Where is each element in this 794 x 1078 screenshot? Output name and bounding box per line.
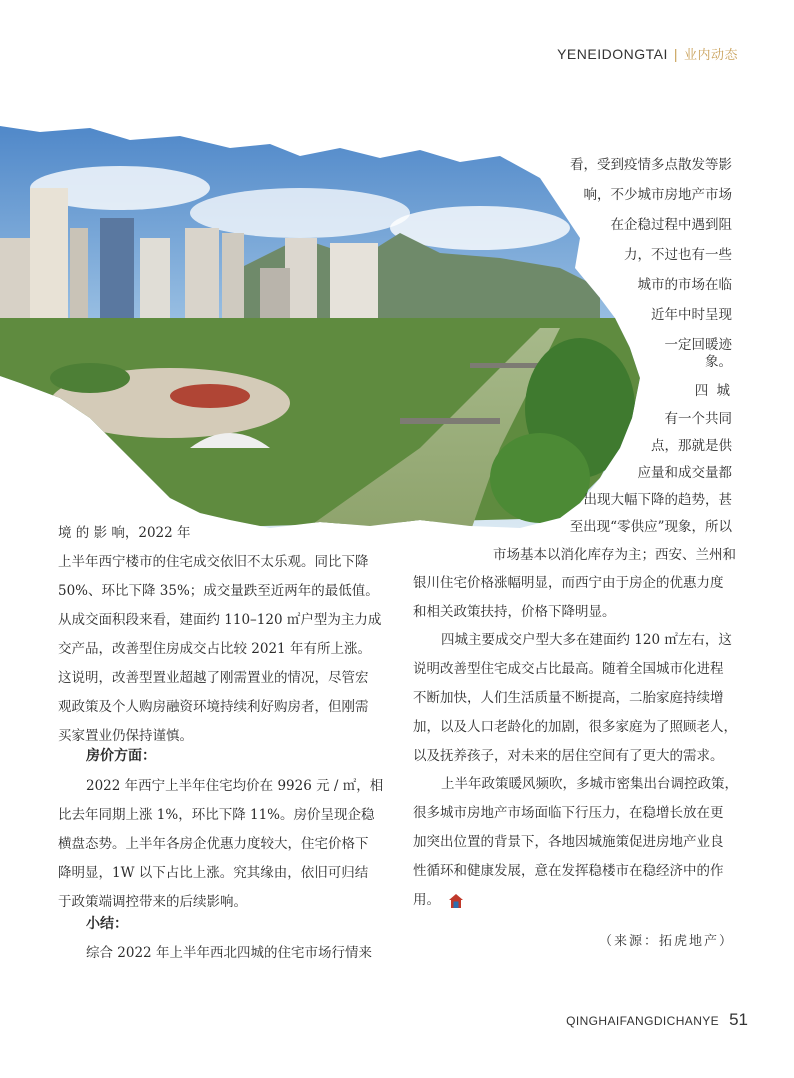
- text-line: 比去年同期上涨 1%，环比下降 11%。房价呈现企稳: [58, 807, 375, 823]
- page-number: 51: [729, 1010, 748, 1029]
- text-line: 点，那就是供: [651, 438, 732, 454]
- text-line: 至出现“零供应”现象，所以: [569, 519, 732, 535]
- source-credit: （来源：拓虎地产）: [598, 934, 734, 949]
- text-line: 50%、环比下降 35%；成交量跌至近两年的最低值。: [58, 583, 379, 599]
- price-heading: 房价方面：: [86, 748, 156, 764]
- text-line: 这说明，改善型置业超越了刚需置业的情况，尽管宏: [58, 670, 369, 686]
- header-section-en: YENEIDONGTAI: [557, 45, 668, 62]
- summary-heading: 小结：: [86, 916, 128, 932]
- header-separator: |: [673, 45, 678, 62]
- text-line: 观政策及个人购房融资环境持续利好购房者，但刚需: [58, 699, 369, 715]
- text-line: 近年中时呈现: [651, 307, 732, 323]
- text-line: 银川住宅价格涨幅明显，而西宁由于房企的优惠力度: [413, 575, 724, 591]
- city-photo: [0, 118, 645, 533]
- text-line: 上半年西宁楼市的住宅成交依旧不太乐观。同比下降: [58, 554, 369, 570]
- text-line: 城市的市场在临: [637, 277, 732, 293]
- text-line: 加，以及人口老龄化的加剧，很多家庭为了照顾老人，: [413, 719, 737, 735]
- text-line: 降明显，1W 以下占比上涨。究其缘由，依旧可归结: [58, 865, 369, 881]
- page-footer: [566, 1010, 748, 1030]
- city-photo-illustration: [0, 118, 645, 533]
- text-line: 象。: [705, 354, 732, 370]
- magazine-name: QINGHAIFANGDICHANYE: [566, 1014, 720, 1028]
- text-line: 应量和成交量都: [637, 465, 732, 481]
- house-icon: [448, 893, 464, 909]
- text-line: 2022 年西宁上半年住宅均价在 9926 元 / ㎡，相: [86, 778, 384, 794]
- text-line: 交产品，改善型住房成交占比较 2021 年有所上涨。: [58, 641, 371, 657]
- text-line: 上半年政策暖风频吹，多城市密集出台调控政策，: [441, 776, 738, 792]
- header-section-cn: 业内动态: [683, 48, 738, 63]
- text-line-end-text: 用。: [413, 892, 440, 908]
- running-header: [557, 44, 738, 63]
- text-line: 加突出位置的背景下，各地因城施策促进房地产业良: [413, 834, 724, 850]
- text-line: 买家置业仍保持谨慎。: [58, 728, 193, 744]
- text-line: 响，不少城市房地产市场: [583, 187, 732, 203]
- text-line: 以及抚养孩子，对未来的居住空间有了更大的需求。: [413, 748, 724, 764]
- text-line: 不断加快，人们生活质量不断提高，二胎家庭持续增: [413, 690, 724, 706]
- text-line: 看，受到疫情多点散发等影: [570, 157, 732, 173]
- text-line: 有一个共同: [664, 411, 732, 427]
- text-line: 很多城市房地产市场面临下行压力，在稳增长放在更: [413, 805, 724, 821]
- text-line-end: [413, 885, 464, 915]
- text-line: 综合 2022 年上半年西北四城的住宅市场行情来: [86, 945, 372, 961]
- text-line: 性循环和健康发展，意在发挥稳楼市在稳经济中的作: [413, 863, 724, 879]
- text-line: 从成交面积段来看，建面约 110–120 ㎡户型为主力成: [58, 612, 382, 628]
- text-line: 力，不过也有一些: [624, 247, 732, 263]
- text-line: 和相关政策扶持，价格下降明显。: [413, 604, 616, 620]
- text-line: 横盘态势。上半年各房企优惠力度较大，住宅价格下: [58, 836, 369, 852]
- text-line: 说明改善型住宅成交占比最高。随着全国城市化进程: [413, 661, 724, 677]
- text-line: 出现大幅下降的趋势，甚: [583, 492, 732, 508]
- text-line: 于政策端调控带来的后续影响。: [58, 894, 247, 910]
- text-line: 境 的 影 响，2022 年: [58, 525, 191, 541]
- text-line: 四 城: [694, 383, 732, 399]
- text-line: 市场基本以消化库存为主；西安、兰州和: [493, 547, 736, 563]
- text-line: 在企稳过程中遇到阻: [610, 217, 732, 233]
- text-line: 四城主要成交户型大多在建面约 120 ㎡左右，这: [441, 632, 732, 648]
- text-line: 一定回暖迹: [664, 337, 732, 353]
